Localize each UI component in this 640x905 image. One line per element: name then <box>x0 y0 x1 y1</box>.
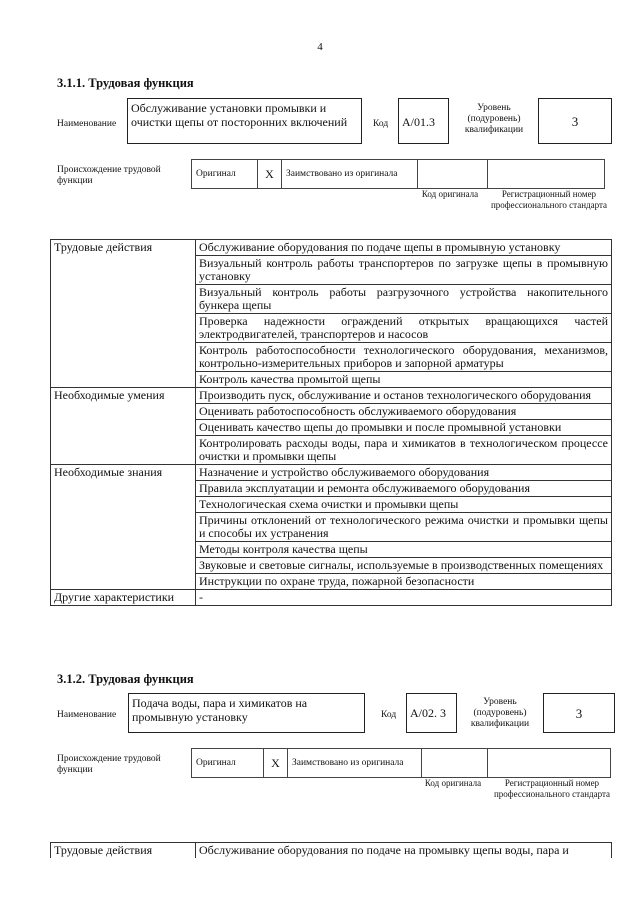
table-item: - <box>196 590 612 606</box>
table-row <box>51 481 612 497</box>
table-row <box>51 256 612 285</box>
origin-table <box>191 159 605 189</box>
category-cell <box>51 558 196 574</box>
function-name-box-2: Подача воды, пара и химикатов на промывную установку <box>128 693 365 733</box>
table-row <box>51 465 612 481</box>
level-box-2: 3 <box>543 693 615 733</box>
table-item: Оценивать работоспособность обслуживаемого оборудования <box>196 404 612 420</box>
code-original-cell-2 <box>421 749 487 777</box>
table-item: Визуальный контроль работы транспортеров по загрузке щепы в промывную установку <box>196 256 612 285</box>
original-cell: Оригинал <box>191 160 257 188</box>
category-cell: Необходимые знания <box>51 465 196 481</box>
table-item: Звуковые и световые сигналы, используемые в производственных помещениях <box>196 558 612 574</box>
category-cell: Необходимые умения <box>51 388 196 404</box>
section-title-2: 3.1.2. Трудовая функция <box>57 672 194 686</box>
level-label-2: Уровень (подуровень) квалификации <box>470 697 530 729</box>
labor-function-table-2 <box>50 842 612 858</box>
original-cell-2: Оригинал <box>191 749 263 777</box>
labor-function-table <box>50 239 612 606</box>
table-row <box>51 574 612 590</box>
table-item: Технологическая схема очистки и промывки щепы <box>196 497 612 513</box>
code-original-cell <box>417 160 487 188</box>
category-cell <box>51 420 196 436</box>
table-item: Контроль работоспособности технологического оборудования, механизмов, контрольно-измерительных приборов и запорной арматуры <box>196 343 612 372</box>
code-box: А/01.3 <box>398 98 449 144</box>
table-row <box>51 314 612 343</box>
borrowed-cell: Заимствовано из оригинала <box>281 160 417 188</box>
original-mark-2: X <box>263 749 287 777</box>
table-item: Причины отклонений от технологического режима очистки и промывки щепы и способы их устранения <box>196 513 612 542</box>
table-row <box>51 388 612 404</box>
code-original-caption: Код оригинала <box>421 189 479 199</box>
table-row <box>51 497 612 513</box>
reg-number-cell <box>487 160 605 188</box>
table-item: Контролировать расходы воды, пара и химикатов в технологическом процессе очистки и промывки щепы <box>196 436 612 465</box>
level-box: 3 <box>538 98 612 144</box>
table-item: Проверка надежности ограждений открытых вращающихся частей электродвигателей, транспортеров и насосов <box>196 314 612 343</box>
origin-label-2: Происхождение трудовой функции <box>57 754 161 775</box>
function-name-box: Обслуживание установки промывки и очистки щепы от посторонних включений <box>127 98 362 144</box>
category-cell <box>51 542 196 558</box>
reg-number-cell-2 <box>487 749 611 777</box>
origin-table-2 <box>191 748 611 778</box>
borrowed-cell-2: Заимствовано из оригинала <box>287 749 421 777</box>
name-label-2: Наименование <box>57 710 117 720</box>
table-row <box>51 542 612 558</box>
table-item: Обслуживание оборудования по подаче на промывку щепы воды, пара и <box>196 843 612 859</box>
table-row <box>51 285 612 314</box>
category-cell <box>51 404 196 420</box>
table-item: Производить пуск, обслуживание и останов технологического оборудования <box>196 388 612 404</box>
category-cell <box>51 343 196 372</box>
table-item: Назначение и устройство обслуживаемого оборудования <box>196 465 612 481</box>
origin-label: Происхождение трудовой функции <box>57 165 161 186</box>
category-cell: Трудовые действия <box>51 843 196 859</box>
category-cell <box>51 372 196 388</box>
original-mark: X <box>257 160 281 188</box>
table-row <box>51 372 612 388</box>
category-cell <box>51 436 196 465</box>
table-item: Правила эксплуатации и ремонта обслуживаемого оборудования <box>196 481 612 497</box>
table-row <box>51 558 612 574</box>
category-cell <box>51 256 196 285</box>
name-label: Наименование <box>57 119 117 129</box>
page-number: 4 <box>317 41 323 53</box>
level-label: Уровень (подуровень) квалификации <box>464 103 524 135</box>
category-cell <box>51 574 196 590</box>
category-cell <box>51 513 196 542</box>
category-cell <box>51 481 196 497</box>
table-item: Методы контроля качества щепы <box>196 542 612 558</box>
table-row <box>51 343 612 372</box>
reg-number-caption: Регистрационный номер профессионального стандарта <box>490 189 608 210</box>
table-row <box>51 513 612 542</box>
section-title: 3.1.1. Трудовая функция <box>57 76 194 90</box>
code-label: Код <box>373 119 389 129</box>
code-original-caption-2: Код оригинала <box>424 778 482 788</box>
category-cell: Трудовые действия <box>51 240 196 256</box>
category-cell <box>51 497 196 513</box>
code-label-2: Код <box>381 710 397 720</box>
table-item: Оценивать качество щепы до промывки и после промывной установки <box>196 420 612 436</box>
table-row <box>51 436 612 465</box>
table-item: Визуальный контроль работы разгрузочного устройства накопительного бункера щепы <box>196 285 612 314</box>
reg-number-caption-2: Регистрационный номер профессионального стандарта <box>493 778 611 799</box>
table-row <box>51 420 612 436</box>
table-item: Инструкции по охране труда, пожарной безопасности <box>196 574 612 590</box>
table-row <box>51 404 612 420</box>
code-box-2: А/02. 3 <box>406 693 457 733</box>
table-row <box>51 240 612 256</box>
category-cell <box>51 314 196 343</box>
table-item: Контроль качества промытой щепы <box>196 372 612 388</box>
category-cell <box>51 285 196 314</box>
category-cell: Другие характеристики <box>51 590 196 606</box>
table-item: Обслуживание оборудования по подаче щепы в промывную установку <box>196 240 612 256</box>
table-row <box>51 590 612 606</box>
